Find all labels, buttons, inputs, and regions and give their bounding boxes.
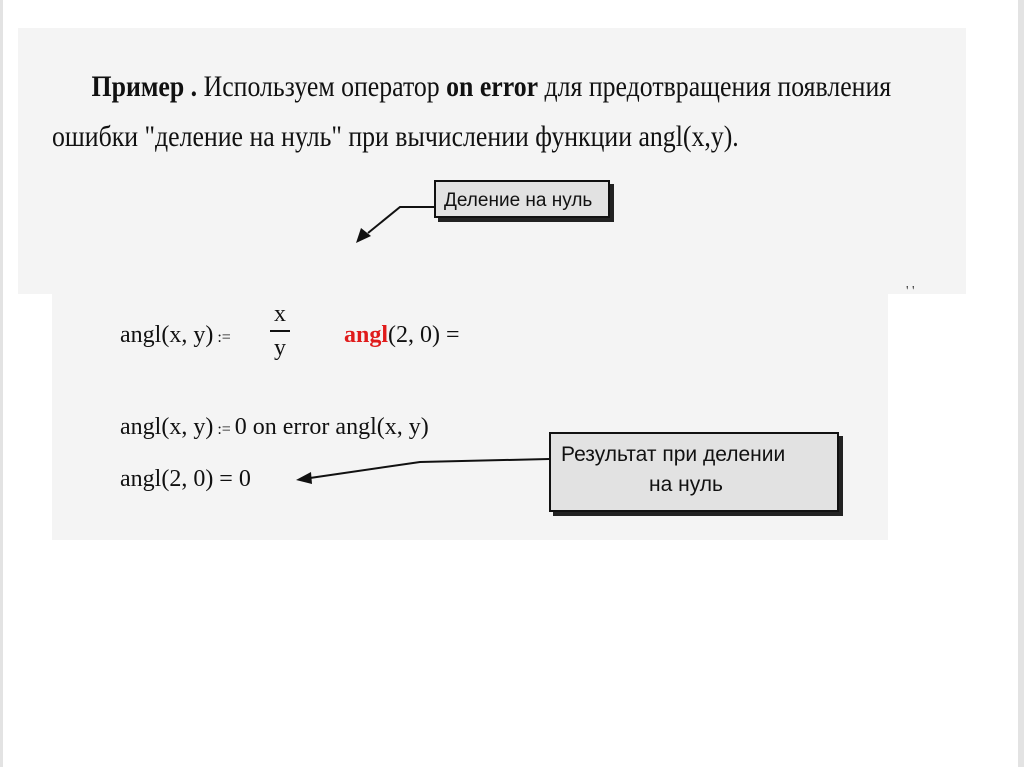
heading-text-a: Используем оператор (197, 70, 447, 103)
heading-text-b: для предотвращения появления (538, 70, 892, 103)
math-row-1-definition (120, 322, 235, 349)
heading-keyword: on error (446, 70, 539, 103)
callout-result-line-2: на нуль (649, 473, 723, 496)
row3-expression: angl(2, 0) = 0 (120, 466, 251, 492)
fraction-numerator: x (274, 301, 286, 327)
row1-lhs: angl(x, y) (120, 322, 214, 348)
row2-lhs: angl(x, y) (120, 414, 214, 440)
assign-symbol-2: := (217, 421, 231, 438)
row2-rhs: 0 on error angl(x, y) (234, 414, 429, 440)
fraction-denominator: y (274, 335, 286, 361)
fraction-x-over-y (270, 300, 290, 362)
fraction-bar (270, 330, 290, 332)
callout-result-line-1: Результат при делении (561, 443, 786, 466)
arrow-bottom (296, 459, 549, 484)
callout-division-by-zero-text: Деление на нуль (444, 190, 593, 211)
eval-equals: = (440, 322, 460, 348)
arrow-top (356, 207, 434, 243)
stray-mark: ' ' (906, 284, 915, 299)
eval-function-name: angl (344, 322, 389, 348)
heading-line-2: ошибки "деление на нуль" при вычислении функции angl(x,y). (52, 120, 739, 153)
heading-bold-label: Пример . (91, 70, 198, 103)
math-row-1-evaluation (344, 322, 460, 349)
eval-arguments: (2, 0) (388, 322, 440, 348)
assign-symbol: := (217, 329, 231, 346)
math-row-2-on-error (120, 414, 429, 441)
math-row-3-result (120, 466, 251, 493)
